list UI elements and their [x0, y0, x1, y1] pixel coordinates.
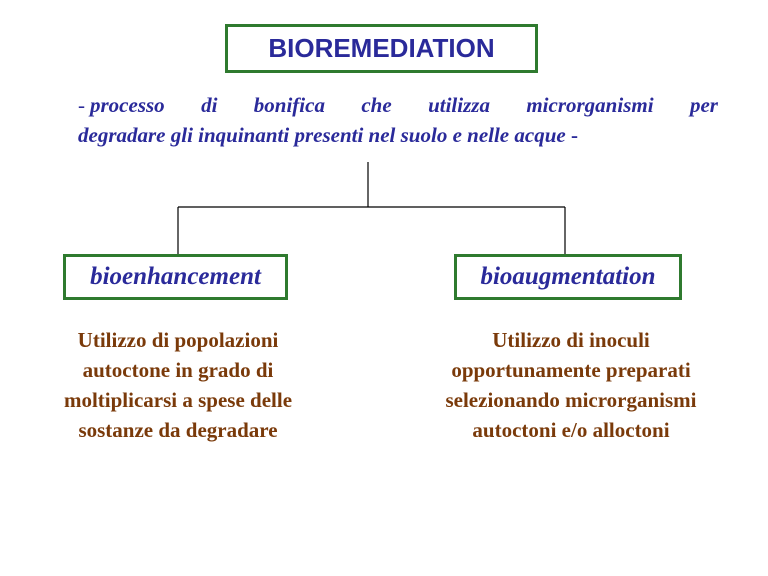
- bioaugmentation-box: [454, 254, 682, 300]
- definition-word: utilizza: [428, 93, 490, 117]
- definition-line-2-text: degradare gli inquinanti presenti nel suolo e nelle acque: [78, 123, 566, 147]
- definition-word: microrganismi: [526, 93, 654, 117]
- definition-word: bonifica: [253, 93, 325, 117]
- definition-word: di: [201, 93, 218, 117]
- bioenhancement-description: Utilizzo di popolazioni autoctone in grado di moltiplicarsi a spese delle sostanze da degradare: [63, 328, 293, 442]
- bioenhancement-box: [63, 254, 288, 300]
- definition-line-2: [78, 120, 718, 150]
- diagram-title: BIOREMEDIATION: [268, 33, 495, 63]
- definition-line-1: [78, 90, 718, 120]
- definition-word: - processo: [78, 93, 165, 117]
- bioaugmentation-label: bioaugmentation: [480, 263, 656, 290]
- definition-word: che: [361, 93, 392, 117]
- definition-start-dash: -: [78, 93, 85, 117]
- definition-end-dash: -: [570, 123, 578, 147]
- title-box: [225, 24, 538, 73]
- bioenhancement-label: bioenhancement: [90, 263, 261, 290]
- definition-text: [78, 90, 718, 150]
- definition-word: per: [689, 93, 718, 117]
- bioaugmentation-description: Utilizzo di inoculi opportunamente preparati selezionando microrganismi autoctoni e/o alloctoni: [445, 328, 697, 442]
